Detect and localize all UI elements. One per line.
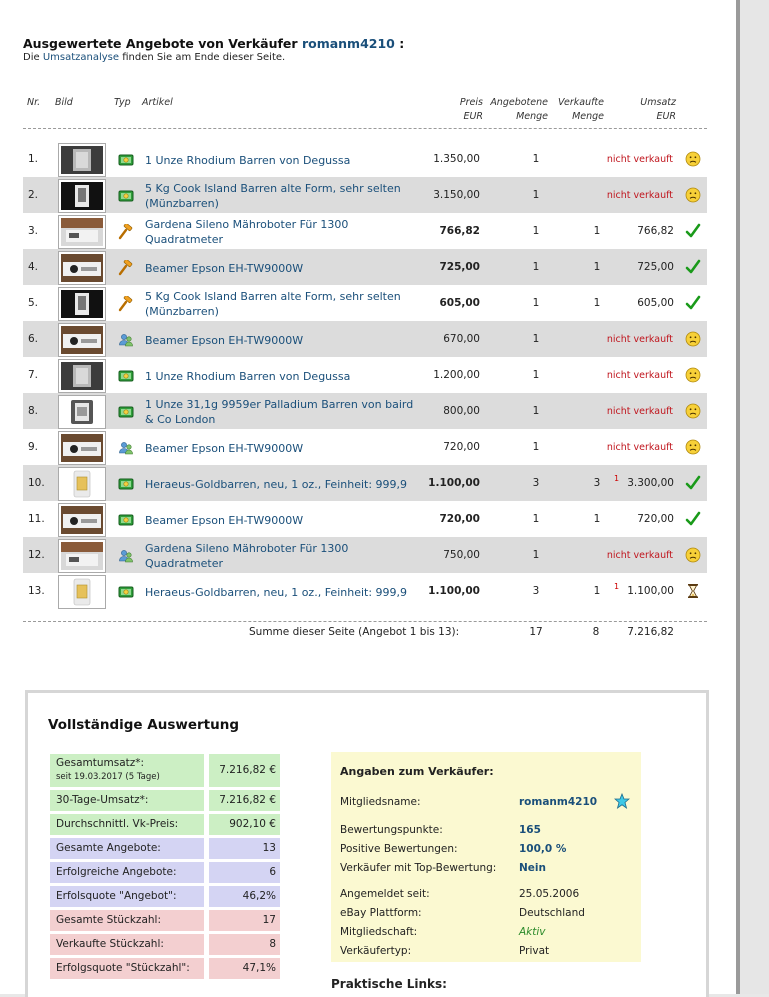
stat-value: 902,10 € bbox=[209, 814, 280, 835]
item-price: 605,00 bbox=[439, 297, 480, 309]
col-artikel: Artikel bbox=[142, 97, 173, 108]
item-title-text[interactable]: 5 Kg Cook Island Barren alte Form, sehr selten (Münzbarren) bbox=[145, 182, 401, 210]
stat-value: 7.216,82 € bbox=[209, 790, 280, 811]
seller-link[interactable]: romanm4210 bbox=[301, 36, 395, 51]
summary-offered: 17 bbox=[529, 626, 543, 638]
table-row bbox=[23, 465, 707, 501]
col-preis-line2: EUR bbox=[463, 111, 483, 122]
row-umsatz: 720,00 bbox=[637, 513, 674, 525]
stat-row bbox=[50, 934, 280, 955]
row-umsatz: 1.100,00 bbox=[627, 585, 674, 597]
item-price: 720,00 bbox=[439, 513, 480, 525]
row-umsatz: 766,82 bbox=[637, 225, 674, 237]
stat-label bbox=[50, 790, 204, 811]
stat-label bbox=[50, 910, 204, 931]
stat-value: 46,2% bbox=[209, 886, 280, 907]
row-number: 11. bbox=[28, 513, 45, 525]
item-title-text[interactable]: Gardena Sileno Mähroboter Für 1300 Quadratmeter bbox=[145, 542, 349, 570]
stat-row bbox=[50, 838, 280, 859]
col-verkaufte bbox=[550, 96, 604, 124]
item-title-link[interactable] bbox=[145, 253, 425, 283]
stat-row bbox=[50, 886, 280, 907]
item-title-text[interactable]: Beamer Epson EH-TW9000W bbox=[145, 261, 304, 275]
stat-label bbox=[50, 934, 204, 955]
stat-label-text: Gesamte Angebote: bbox=[56, 842, 161, 854]
not-sold-label: nicht verkauft bbox=[606, 370, 673, 381]
buy-now-icon bbox=[118, 512, 134, 526]
people-icon bbox=[118, 548, 134, 562]
item-title-link[interactable] bbox=[145, 397, 425, 427]
membership-label: Mitgliedschaft: bbox=[340, 926, 418, 938]
auction-icon bbox=[118, 260, 134, 274]
row-number: 5. bbox=[28, 297, 39, 309]
buy-now-icon bbox=[118, 476, 134, 490]
sad-face-icon bbox=[685, 439, 701, 455]
seller-info-title: Angaben zum Verkäufer: bbox=[340, 765, 494, 778]
stat-label-note: seit 19.03.2017 (5 Tage) bbox=[56, 772, 160, 782]
buy-now-icon bbox=[118, 584, 134, 598]
item-title-link[interactable] bbox=[145, 361, 425, 391]
offered-quantity: 1 bbox=[532, 549, 540, 561]
stat-label bbox=[50, 814, 204, 835]
table-row bbox=[23, 177, 707, 213]
sold-quantity: 1 bbox=[593, 513, 601, 525]
row-number: 13. bbox=[28, 585, 45, 597]
subline bbox=[23, 52, 285, 63]
item-price: 800,00 bbox=[443, 405, 480, 417]
rating-value: 165 bbox=[519, 824, 541, 836]
stat-row bbox=[50, 790, 280, 811]
item-title-text[interactable]: 5 Kg Cook Island Barren alte Form, sehr selten (Münzbarren) bbox=[145, 290, 401, 318]
summary-umsatz: 7.216,82 bbox=[627, 626, 674, 638]
star-icon bbox=[614, 793, 630, 809]
top-rated-label: Verkäufer mit Top-Bewertung: bbox=[340, 862, 497, 874]
member-label: Mitgliedsname: bbox=[340, 796, 421, 808]
item-thumbnail[interactable] bbox=[58, 287, 106, 321]
item-title-text[interactable]: Beamer Epson EH-TW9000W bbox=[145, 513, 304, 527]
member-name-link[interactable]: romanm4210 bbox=[519, 796, 598, 808]
col-angebotene-line1: Angebotene bbox=[490, 97, 548, 108]
subline-post: finden Sie am Ende dieser Seite. bbox=[122, 52, 286, 63]
offered-quantity: 1 bbox=[532, 513, 540, 525]
stat-row bbox=[50, 958, 280, 979]
sold-quantity: 1 bbox=[593, 297, 601, 309]
item-title-text[interactable]: Heraeus-Goldbarren, neu, 1 oz., Feinheit: 999,9 bbox=[145, 585, 408, 599]
col-bild: Bild bbox=[55, 97, 73, 108]
sad-face-icon bbox=[685, 187, 701, 203]
item-title-link[interactable] bbox=[145, 577, 425, 607]
stat-value: 13 bbox=[209, 838, 280, 859]
row-number: 1. bbox=[28, 153, 39, 165]
not-sold-label: nicht verkauft bbox=[606, 154, 673, 165]
item-thumbnail[interactable] bbox=[58, 575, 106, 609]
table-row bbox=[23, 321, 707, 357]
buy-now-icon bbox=[118, 368, 134, 382]
umsatzanalyse-link[interactable]: Umsatzanalyse bbox=[42, 52, 120, 63]
col-preis bbox=[440, 96, 483, 124]
offered-quantity: 1 bbox=[532, 225, 540, 237]
item-price: 3.150,00 bbox=[433, 189, 480, 201]
item-title-link[interactable] bbox=[145, 505, 425, 535]
membership-value: Aktiv bbox=[519, 926, 546, 938]
col-nr: Nr. bbox=[27, 97, 41, 108]
practical-links-title: Praktische Links: bbox=[331, 977, 447, 991]
subline-pre: Die bbox=[23, 52, 40, 63]
summary-label: Summe dieser Seite (Angebot 1 bis 13): bbox=[249, 626, 460, 638]
item-thumbnail[interactable] bbox=[58, 143, 106, 177]
table-row bbox=[23, 573, 707, 609]
full-evaluation-box bbox=[25, 690, 709, 997]
table-row bbox=[23, 141, 707, 177]
item-title-link[interactable] bbox=[145, 217, 425, 247]
people-icon bbox=[118, 332, 134, 346]
col-typ: Typ bbox=[114, 97, 131, 108]
stat-label-text: Erfolgsquote "Stückzahl": bbox=[56, 962, 190, 974]
stat-label-text: Durchschnittl. Vk-Preis: bbox=[56, 818, 179, 830]
item-title-text[interactable]: 1 Unze Rhodium Barren von Degussa bbox=[145, 153, 351, 167]
row-number: 3. bbox=[28, 225, 39, 237]
stat-label bbox=[50, 838, 204, 859]
item-thumbnail[interactable] bbox=[58, 179, 106, 213]
table-row bbox=[23, 357, 707, 393]
check-icon bbox=[685, 511, 701, 527]
stat-label-text: Gesamte Stückzahl: bbox=[56, 914, 161, 926]
table-row bbox=[23, 501, 707, 537]
item-thumbnail[interactable] bbox=[58, 395, 106, 429]
sold-quantity: 1 bbox=[593, 585, 601, 597]
col-umsatz bbox=[630, 96, 676, 124]
heading-text: Ausgewertete Angebote von Verkäufer bbox=[23, 36, 298, 51]
check-icon bbox=[685, 295, 701, 311]
platform-label: eBay Plattform: bbox=[340, 907, 422, 919]
item-title-text[interactable]: Beamer Epson EH-TW9000W bbox=[145, 441, 304, 455]
stat-label bbox=[50, 886, 204, 907]
row-umsatz: 605,00 bbox=[637, 297, 674, 309]
sad-face-icon bbox=[685, 151, 701, 167]
offered-quantity: 1 bbox=[532, 369, 540, 381]
item-price: 1.100,00 bbox=[428, 477, 480, 489]
offered-quantity: 3 bbox=[532, 477, 540, 489]
not-sold-label: nicht verkauft bbox=[606, 550, 673, 561]
item-title-link[interactable] bbox=[145, 289, 425, 319]
item-price: 1.100,00 bbox=[428, 585, 480, 597]
heading-colon: : bbox=[399, 36, 405, 51]
stat-label bbox=[50, 862, 204, 883]
item-price: 1.200,00 bbox=[433, 369, 480, 381]
col-umsatz-line1: Umsatz bbox=[640, 97, 676, 108]
not-sold-label: nicht verkauft bbox=[606, 406, 673, 417]
item-thumbnail[interactable] bbox=[58, 323, 106, 357]
top-rated-value: Nein bbox=[519, 862, 546, 874]
stat-value: 8 bbox=[209, 934, 280, 955]
sold-quantity: 3 bbox=[593, 477, 601, 489]
stat-label bbox=[50, 754, 204, 787]
seller-info bbox=[331, 752, 641, 962]
row-number: 4. bbox=[28, 261, 39, 273]
item-title-link[interactable] bbox=[145, 469, 425, 499]
item-price: 720,00 bbox=[443, 441, 480, 453]
window-background bbox=[740, 0, 769, 994]
item-title-text[interactable]: 1 Unze Rhodium Barren von Degussa bbox=[145, 369, 351, 383]
stat-label-text: Gesamtumsatz*: bbox=[56, 757, 145, 769]
item-thumbnail[interactable] bbox=[58, 431, 106, 465]
stat-label-text: Erfolsquote "Angebot": bbox=[56, 890, 177, 902]
item-thumbnail[interactable] bbox=[58, 503, 106, 537]
rating-label: Bewertungspunkte: bbox=[340, 824, 443, 836]
since-value: 25.05.2006 bbox=[519, 888, 580, 900]
item-title-link[interactable] bbox=[145, 145, 425, 175]
row-number: 12. bbox=[28, 549, 45, 561]
sad-face-icon bbox=[685, 367, 701, 383]
sold-quantity: 1 bbox=[593, 261, 601, 273]
row-number: 7. bbox=[28, 369, 39, 381]
row-number: 8. bbox=[28, 405, 39, 417]
row-umsatz: 3.300,00 bbox=[627, 477, 674, 489]
item-title-text[interactable]: Beamer Epson EH-TW9000W bbox=[145, 333, 304, 347]
footnote-marker: 1 bbox=[614, 582, 620, 591]
item-thumbnail[interactable] bbox=[58, 539, 106, 573]
offered-quantity: 1 bbox=[532, 333, 540, 345]
stat-row bbox=[50, 910, 280, 931]
col-angebotene bbox=[486, 96, 548, 124]
buy-now-icon bbox=[118, 404, 134, 418]
item-price: 670,00 bbox=[443, 333, 480, 345]
since-label: Angemeldet seit: bbox=[340, 888, 430, 900]
sad-face-icon bbox=[685, 547, 701, 563]
auction-icon bbox=[118, 296, 134, 310]
item-price: 766,82 bbox=[439, 225, 480, 237]
platform-value: Deutschland bbox=[519, 907, 585, 919]
summary-sold: 8 bbox=[592, 626, 600, 638]
seller-type-label: Verkäufertyp: bbox=[340, 945, 412, 957]
item-title-link[interactable] bbox=[145, 433, 425, 463]
offered-quantity: 1 bbox=[532, 153, 540, 165]
not-sold-label: nicht verkauft bbox=[606, 190, 673, 201]
row-number: 10. bbox=[28, 477, 45, 489]
seller-type-value: Privat bbox=[519, 945, 550, 957]
item-title-link[interactable] bbox=[145, 325, 425, 355]
item-title-link[interactable] bbox=[145, 541, 425, 571]
item-thumbnail[interactable] bbox=[58, 215, 106, 249]
item-price: 725,00 bbox=[439, 261, 480, 273]
row-number: 2. bbox=[28, 189, 39, 201]
sad-face-icon bbox=[685, 331, 701, 347]
item-price: 1.350,00 bbox=[433, 153, 480, 165]
col-verkaufte-line1: Verkaufte bbox=[558, 97, 604, 108]
item-title-text[interactable]: Gardena Sileno Mähroboter Für 1300 Quadratmeter bbox=[145, 218, 349, 246]
page-heading bbox=[23, 36, 404, 51]
stat-row bbox=[50, 754, 280, 787]
stat-row bbox=[50, 814, 280, 835]
item-title-text[interactable]: Heraeus-Goldbarren, neu, 1 oz., Feinheit: 999,9 bbox=[145, 477, 408, 491]
offered-quantity: 1 bbox=[532, 189, 540, 201]
table-row bbox=[23, 537, 707, 573]
full-evaluation-title: Vollständige Auswertung bbox=[48, 717, 239, 733]
stat-value: 47,1% bbox=[209, 958, 280, 979]
offered-quantity: 1 bbox=[532, 261, 540, 273]
stat-value: 6 bbox=[209, 862, 280, 883]
col-angebotene-line2: Menge bbox=[516, 111, 548, 122]
item-thumbnail[interactable] bbox=[58, 251, 106, 285]
table-row bbox=[23, 213, 707, 249]
row-umsatz: 725,00 bbox=[637, 261, 674, 273]
row-number: 9. bbox=[28, 441, 39, 453]
stat-label-text: Erfolgreiche Angebote: bbox=[56, 866, 177, 878]
col-preis-line1: Preis bbox=[459, 97, 483, 108]
table-row bbox=[23, 429, 707, 465]
stat-value: 7.216,82 € bbox=[209, 754, 280, 787]
not-sold-label: nicht verkauft bbox=[606, 442, 673, 453]
table-row bbox=[23, 249, 707, 285]
hourglass-icon bbox=[685, 583, 701, 599]
col-verkaufte-line2: Menge bbox=[572, 111, 604, 122]
auction-icon bbox=[118, 224, 134, 238]
item-price: 750,00 bbox=[443, 549, 480, 561]
buy-now-icon bbox=[118, 152, 134, 166]
positive-label: Positive Bewertungen: bbox=[340, 843, 458, 855]
table-row bbox=[23, 393, 707, 429]
offered-quantity: 1 bbox=[532, 441, 540, 453]
not-sold-label: nicht verkauft bbox=[606, 334, 673, 345]
check-icon bbox=[685, 259, 701, 275]
positive-value: 100,0 % bbox=[519, 843, 567, 855]
check-icon bbox=[685, 475, 701, 491]
offered-quantity: 1 bbox=[532, 297, 540, 309]
table-row bbox=[23, 285, 707, 321]
stat-value: 17 bbox=[209, 910, 280, 931]
stat-label-text: 30-Tage-Umsatz*: bbox=[56, 794, 149, 806]
item-thumbnail[interactable] bbox=[58, 467, 106, 501]
divider-bottom bbox=[23, 621, 707, 622]
item-thumbnail[interactable] bbox=[58, 359, 106, 393]
buy-now-icon bbox=[118, 188, 134, 202]
divider-top bbox=[23, 128, 707, 129]
stat-row bbox=[50, 862, 280, 883]
stat-label bbox=[50, 958, 204, 979]
col-umsatz-line2: EUR bbox=[656, 111, 676, 122]
row-number: 6. bbox=[28, 333, 39, 345]
check-icon bbox=[685, 223, 701, 239]
item-title-text[interactable]: 1 Unze 31,1g 9959er Palladium Barren von baird & Co London bbox=[145, 398, 414, 426]
sad-face-icon bbox=[685, 403, 701, 419]
sold-quantity: 1 bbox=[593, 225, 601, 237]
people-icon bbox=[118, 440, 134, 454]
offered-quantity: 1 bbox=[532, 405, 540, 417]
item-title-link[interactable] bbox=[145, 181, 425, 211]
footnote-marker: 1 bbox=[614, 474, 620, 483]
offered-quantity: 3 bbox=[532, 585, 540, 597]
stat-label-text: Verkaufte Stückzahl: bbox=[56, 938, 164, 950]
